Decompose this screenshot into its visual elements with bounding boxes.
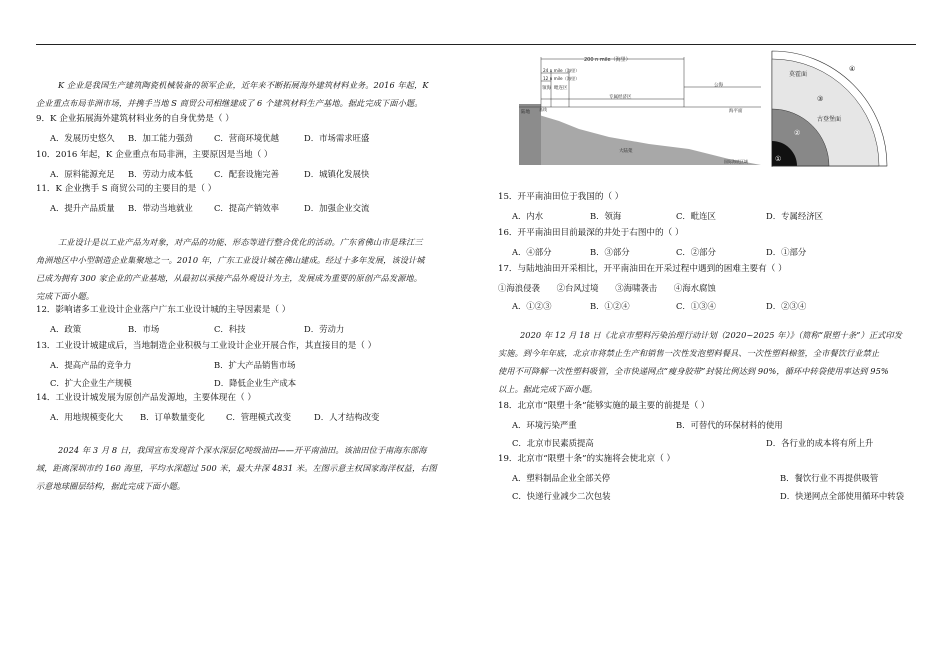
earth-layers-diagram <box>772 51 887 167</box>
label-continental-shelf: 大陆架 <box>619 149 633 154</box>
question-10: 10．2016 年起，K 企业重点布局非洲，主要原因是当地（ ） <box>36 150 273 160</box>
q17-option-a[interactable]: A．①②③ <box>512 301 552 311</box>
q16-option-b[interactable]: B．③部分 <box>590 247 630 257</box>
q19-option-b[interactable]: B．餐饮行业不再提供吸管 <box>780 473 879 483</box>
label-layer-4: ④ <box>849 65 856 73</box>
q12-option-d[interactable]: D．劳动力 <box>304 324 345 334</box>
label-baseline: 基线 <box>539 107 547 112</box>
question-11: 11．K 企业携手 S 商贸公司的主要目的是（ ） <box>36 184 217 194</box>
q12-option-c[interactable]: C．科技 <box>214 324 246 334</box>
q13-option-d[interactable]: D．降低企业生产成本 <box>214 378 297 388</box>
label-layer-3: ③ <box>817 95 824 103</box>
q11-option-d[interactable]: D．加强企业交流 <box>304 203 370 213</box>
q12-option-a[interactable]: A．政策 <box>50 324 82 334</box>
q15-option-b[interactable]: B．领海 <box>590 211 622 221</box>
q19-option-c[interactable]: C．快递行业减少二次包装 <box>512 491 611 501</box>
q10-option-a[interactable]: A．原料能源充足 <box>50 169 115 179</box>
q18-option-c[interactable]: C．北京市民素质提高 <box>512 438 594 448</box>
label-sea-level: 海平面 <box>729 109 743 114</box>
q18-option-a[interactable]: A．环境污染严重 <box>512 420 577 430</box>
question-13: 13．工业设计城建成后，当地制造企业积极与工业设计企业开展合作，其直接目的是（ ） <box>36 341 377 351</box>
q17-option-d[interactable]: D．②③④ <box>766 301 807 311</box>
question-12: 12．影响诸多工业设计企业落户广东工业设计城的主导因素是（ ） <box>36 305 291 315</box>
q13-option-c[interactable]: C．扩大企业生产规模 <box>50 378 132 388</box>
passage-kaiping-oilfield: 2024 年 3 月 8 日，我国宣布发现首个深水深层亿吨级油田——开平南油田。该油田位于南海东部海 域，距离深圳市约 160 海里，平均水深超过 500 米，最大井深 4831 米。左图示意主权国家海洋权益，右图 示意地球圈层结构，据此完成下面小题。 <box>36 445 437 491</box>
q16-option-a[interactable]: A．④部分 <box>512 247 552 257</box>
label-24nm: 24 n mile（海里） <box>543 68 580 73</box>
label-200nm: 200 n mile（海里） <box>584 57 631 63</box>
q10-option-d[interactable]: D．城镇化发展快 <box>304 169 370 179</box>
q15-option-d[interactable]: D．专属经济区 <box>766 211 823 221</box>
q18-option-b[interactable]: B．可替代的环保材料的使用 <box>676 420 783 430</box>
q9-option-c[interactable]: C．营商环境优越 <box>214 133 280 143</box>
q16-option-c[interactable]: C．②部分 <box>676 247 716 257</box>
label-layer-2: ② <box>794 129 801 137</box>
q17-option-b[interactable]: B．①②④ <box>590 301 630 311</box>
question-18: 18．北京市“限塑十条”能够实施的最主要的前提是（ ） <box>498 401 710 411</box>
q17-items: ①海浪侵袭 ②台风过境 ③海啸袭击 ④海水腐蚀 <box>498 283 716 293</box>
q15-option-a[interactable]: A．内水 <box>512 211 544 221</box>
q18-option-d[interactable]: D．各行业的成本将有所上升 <box>766 438 874 448</box>
passage-k-enterprise: K 企业是我国生产建筑陶瓷机械装备的领军企业，近年来不断拓展海外建筑材料业务。2016 年起，K 企业重点布局非洲市场，并携手当地 S 商贸公司相继建成了 6 个建筑材料生产基地。据此完成下面小题。 <box>36 80 429 108</box>
q19-option-a[interactable]: A．塑料制品企业全部关停 <box>512 473 611 483</box>
label-eez: 专属经济区 <box>609 95 632 100</box>
q14-option-d[interactable]: D．人才结构改变 <box>314 412 380 422</box>
q9-option-a[interactable]: A．发展历史悠久 <box>50 133 115 143</box>
q11-option-a[interactable]: A．提升产品质量 <box>50 203 115 213</box>
question-14: 14．工业设计城发展为原创产品发源地，主要体现在（ ） <box>36 393 256 403</box>
passage-beijing-plastic: 2020 年 12 月 18 日《北京市塑料污染治理行动计划（2020~2025 年）》（简称“限塑十条”）正式印发 实施。到今年年底，北京市将禁止生产和销售一次性发泡塑料餐具、一次性塑料棉签，全市餐饮行业禁止 使用不可降解一次性塑料吸管，全市快递网点“瘦身胶带”封装比例达到 90%，循环中转袋使用率达到 95% 以上。据此完成下面小题。 <box>498 330 902 394</box>
passage-industrial-design: 工业设计是以工业产品为对象，对产品的功能、形态等进行整合优化的活动。广东省佛山市是珠江三 角洲地区中小型制造企业集聚地之一。2010 年，广东工业设计城在佛山建成。经过十多年发展，该设计城 已成为拥有 300 家企业的产业基地，从最初以承接产品外观设计为主，发展成为重要的原创产品发源地。 完成下面小题。 <box>36 237 425 301</box>
q13-option-a[interactable]: A．提高产品的竞争力 <box>50 360 132 370</box>
question-19: 19．北京市“限塑十条”的实施将会使北京（ ） <box>498 454 676 464</box>
q10-option-b[interactable]: B．劳动力成本低 <box>128 169 193 179</box>
q13-option-b[interactable]: B．扩大产品销售市场 <box>214 360 296 370</box>
q9-option-d[interactable]: D．市场需求旺盛 <box>304 133 370 143</box>
seabed-profile <box>519 115 761 165</box>
question-15: 15．开平南油田位于我国的（ ） <box>498 192 624 202</box>
q9-option-b[interactable]: B．加工能力强劲 <box>128 133 193 143</box>
q10-option-c[interactable]: C．配套设施完善 <box>214 169 280 179</box>
q14-option-a[interactable]: A．用地规模变化大 <box>50 412 124 422</box>
label-territorial-sea: 领海 <box>542 86 551 91</box>
question-16: 16．开平南油田目前最深的井处于右图中的（ ） <box>498 228 684 238</box>
q14-option-b[interactable]: B．订单数量变化 <box>140 412 205 422</box>
q11-option-c[interactable]: C．提高产销效率 <box>214 203 280 213</box>
label-12nm: 12 n mile（海里） <box>543 76 580 81</box>
q15-option-c[interactable]: C．毗连区 <box>676 211 716 221</box>
q14-option-c[interactable]: C．管理模式改变 <box>226 412 292 422</box>
label-land: 陆地 <box>521 110 530 115</box>
q11-option-b[interactable]: B．带动当地就业 <box>128 203 193 213</box>
maritime-and-earth-figures <box>499 49 919 169</box>
label-high-seas: 公海 <box>714 83 723 88</box>
label-intl-seabed: 国际海底区域 <box>724 159 748 164</box>
q17-option-c[interactable]: C．①③④ <box>676 301 716 311</box>
label-layer-1: ① <box>775 155 782 163</box>
q16-option-d[interactable]: D．①部分 <box>766 247 807 257</box>
q19-option-d[interactable]: D．快递网点全部使用循环中转袋 <box>780 491 904 501</box>
question-9: 9．K 企业拓展海外建筑材料业务的自身优势是（ ） <box>36 114 234 124</box>
label-moho: 莫霍面 <box>789 71 808 78</box>
header-rule <box>36 44 916 45</box>
maritime-zones-diagram <box>519 56 761 165</box>
label-gutenberg: 古登堡面 <box>817 116 842 123</box>
q12-option-b[interactable]: B．市场 <box>128 324 160 334</box>
label-contiguous-zone: 毗连区 <box>554 86 568 91</box>
question-17: 17．与陆地油田开采相比，开平南油田在开采过程中遇到的困难主要有（ ） <box>498 264 787 274</box>
